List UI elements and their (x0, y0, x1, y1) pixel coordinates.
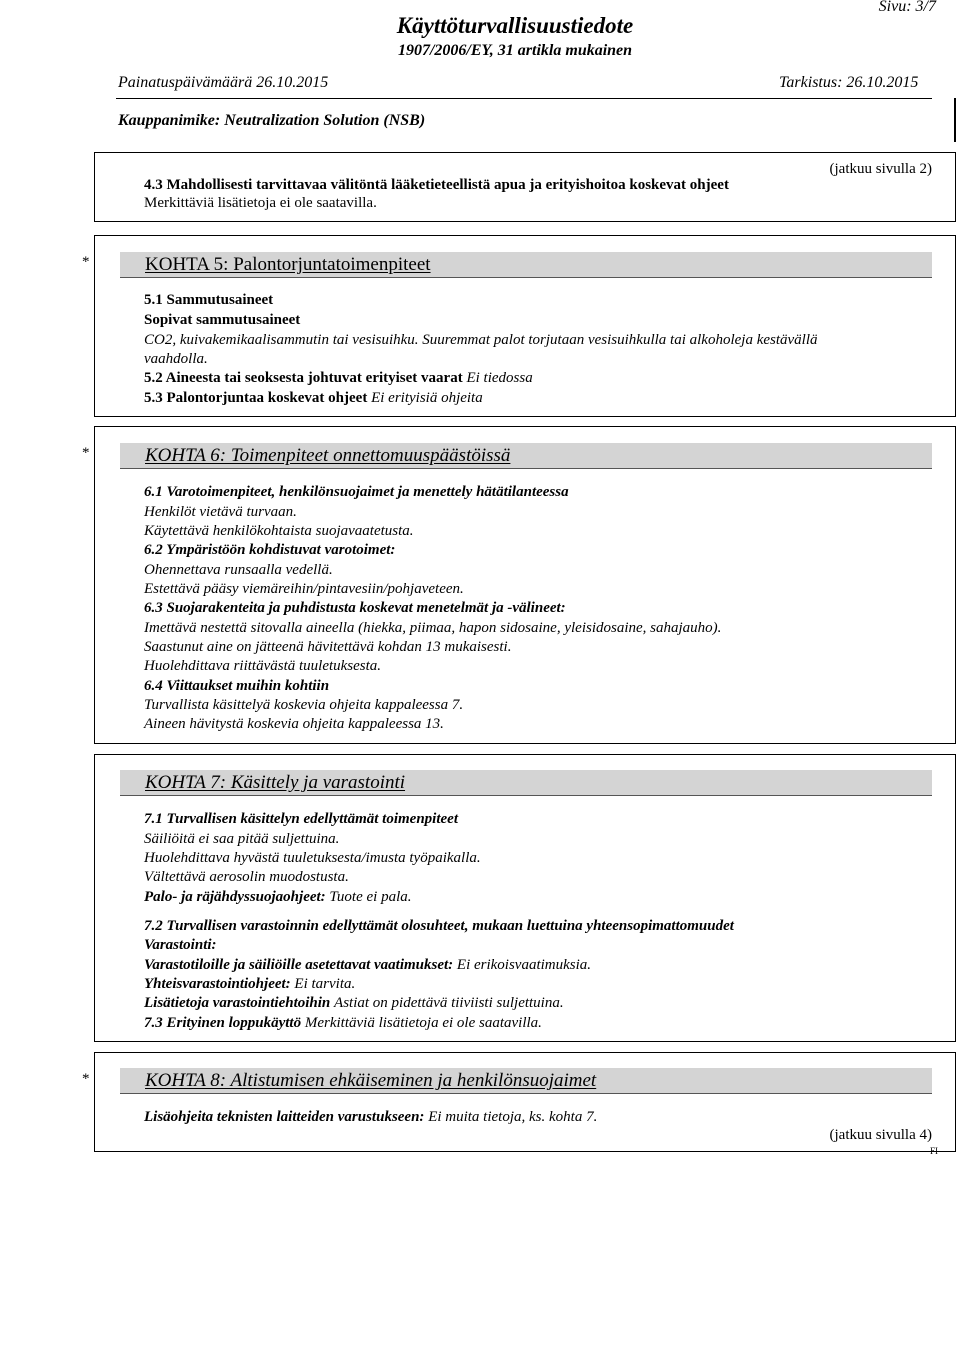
joint-storage-value: Ei tarvita. (294, 976, 356, 992)
heading-7-2: 7.2 Turvallisen varastoinnin edellyttämät olosuhteet, mukaan luettuina yhteensopimattomuudet (144, 918, 734, 934)
page-number: Sivu: 3/7 (878, 0, 936, 15)
text-4-3: Merkittäviä lisätietoja ei ole saatavilla. (144, 195, 377, 211)
print-date: Painatuspäivämäärä 26.10.2015 (118, 74, 329, 91)
text-7-1-line3: Vältettävä aerosolin muodostusta. (144, 869, 349, 885)
header-divider (116, 98, 932, 99)
fire-label: Palo- ja räjähdyssuojaohjeet: (144, 889, 326, 905)
text-6-3-line2: Saastunut aine on jätteenä hävitettävä kohdan 13 mukaisesti. (144, 639, 512, 655)
document-subtitle: 1907/2006/EY, 31 artikla mukainen (397, 42, 633, 59)
continued-from: (jatkuu sivulla 2) (829, 161, 932, 177)
text-6-3-line1: Imettävä nestettä sitovalla aineella (hiekka, piimaa, hapon sidosaine, yleisidosaine, sahajauho). (144, 620, 722, 636)
document-title: Käyttöturvallisuustiedote (396, 13, 634, 38)
revision-date: Tarkistus: 26.10.2015 (779, 74, 919, 91)
change-marker: * (82, 1071, 90, 1087)
section-8-box (94, 1052, 956, 1152)
change-marker: * (82, 254, 90, 270)
text-7-1-line1: Säiliöitä ei saa pitää suljettuina. (144, 831, 340, 847)
header-right-border (954, 98, 956, 142)
text-6-1-line2: Käytettävä henkilökohtaista suojavaatetusta. (144, 523, 414, 539)
joint-storage-label: Yhteisvarastointiohjeet: (144, 976, 291, 992)
product-name: Kauppanimike: Neutralization Solution (NSB) (118, 112, 426, 129)
text-5-1-line2: vaahdolla. (144, 351, 208, 367)
text-6-2-line1: Ohennettava runsaalla vedellä. (144, 562, 333, 578)
continued-to: (jatkuu sivulla 4) (829, 1127, 932, 1143)
text-6-2-line2: Estettävä pääsy viemäreihin/pintavesiin/pohjaveteen. (144, 581, 464, 597)
section-8-title: KOHTA 8: Altistumisen ehkäiseminen ja henkilönsuojaimet (145, 1070, 597, 1091)
heading-7-1: 7.1 Turvallisen käsittelyn edellyttämät toimenpiteet (144, 811, 458, 827)
text-6-1-line1: Henkilöt vietävä turvaan. (144, 504, 297, 520)
technical-value: Ei muita tietoja, ks. kohta 7. (428, 1109, 598, 1125)
text-6-3-line3: Huolehdittava riittävästä tuuletuksesta. (144, 658, 382, 674)
heading-6-2: 6.2 Ympäristöön kohdistuvat varotoimet: (144, 542, 396, 558)
requirements-label: Varastotiloille ja säiliöille asetettavat vaatimukset: (144, 957, 454, 973)
technical-label: Lisäohjeita teknisten laitteiden varustukseen: (144, 1109, 425, 1125)
storage-info-label: Lisätietoja varastointiehtoihin (144, 995, 331, 1011)
value-7-3: Merkittäviä lisätietoja ei ole saatavilla. (304, 1015, 542, 1031)
fire-value: Tuote ei pala. (329, 889, 412, 905)
language-code: FI (930, 1146, 939, 1156)
text-5-1-line1: CO2, kuivakemikaalisammutin tai vesisuihku. Suuremmat palot torjutaan vesisuihkulla tai alkoholeja kestävällä (144, 332, 818, 348)
storage-label: Varastointi: (144, 937, 217, 953)
value-5-2: Ei tiedossa (466, 370, 533, 386)
heading-5-1: 5.1 Sammutusaineet (144, 292, 274, 308)
value-5-3: Ei erityisiä ohjeita (371, 390, 483, 406)
heading-5-2: 5.2 Aineesta tai seoksesta johtuvat erityiset vaarat (144, 370, 463, 386)
requirements-value: Ei erikoisvaatimuksia. (456, 957, 592, 973)
section-7-title: KOHTA 7: Käsittely ja varastointi (145, 772, 406, 793)
section-5-title: KOHTA 5: Palontorjuntatoimenpiteet (145, 254, 431, 275)
heading-7-3: 7.3 Erityinen loppukäyttö (144, 1015, 302, 1031)
storage-info-value: Astiat on pidettävä tiiviisti suljettuina. (334, 995, 564, 1011)
heading-6-4: 6.4 Viittaukset muihin kohtiin (144, 678, 330, 694)
heading-6-3: 6.3 Suojarakenteita ja puhdistusta koskevat menetelmät ja -välineet: (144, 600, 566, 616)
text-6-4-line1: Turvallista käsittelyä koskevia ohjeita kappaleessa 7. (144, 697, 464, 713)
heading-6-1: 6.1 Varotoimenpiteet, henkilönsuojaimet ja menettely hätätilanteessa (144, 484, 569, 500)
heading-5-1-sub: Sopivat sammutusaineet (144, 312, 301, 328)
text-7-1-line2: Huolehdittava hyvästä tuuletuksesta/imusta työpaikalla. (144, 850, 481, 866)
text-6-4-line2: Aineen hävitystä koskevia ohjeita kappaleessa 13. (144, 716, 444, 732)
heading-4-3: 4.3 Mahdollisesti tarvittavaa välitöntä lääketieteellistä apua ja erityishoitoa koskevat ohjeet (144, 177, 729, 193)
change-marker: * (82, 445, 90, 461)
section-6-title: KOHTA 6: Toimenpiteet onnettomuuspäästöissä (145, 445, 511, 466)
heading-5-3: 5.3 Palontorjuntaa koskevat ohjeet (144, 390, 368, 406)
